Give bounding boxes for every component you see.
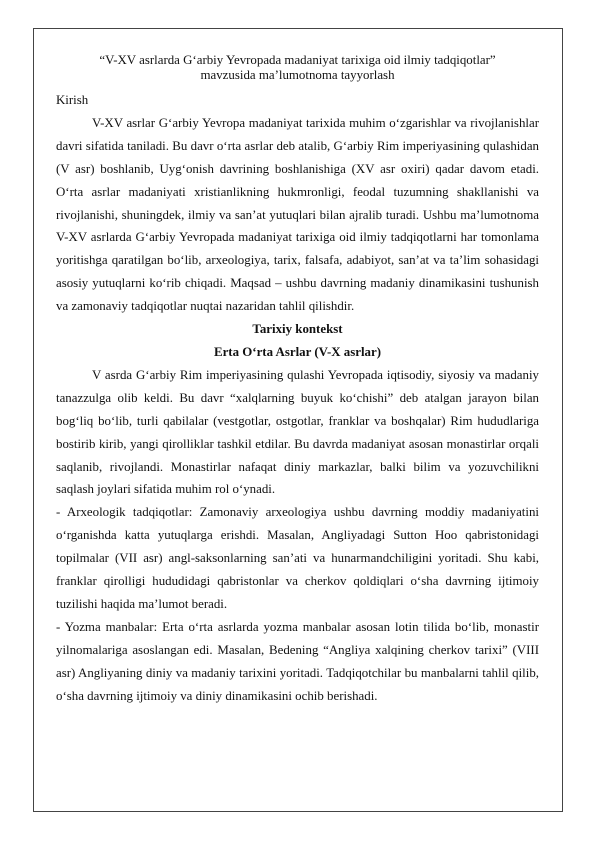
intro-heading: Kirish (56, 93, 89, 107)
title-line-2: mavzusida ma’lumotnoma tayyorlash (200, 68, 395, 82)
document-title (56, 53, 539, 83)
archaeology-paragraph: - Arxeologik tadqiqotlar: Zamonaviy arxeologiya ushbu davrning moddiy madaniyatini o‘rganishda katta yutuqlarga erishdi. Masalan, Angliyadagi Sutton Hoo qabristonidagi topilmalar (VII asr) angl-saksonlarning san’ati va hunarmandchiligini yoritadi. Shu kabi, franklar qirolligi hududidagi qabristonlar va cherkov qoldiqlari o‘sha davrning ijtimoiy tuzilishi haqida ma’lumot beradi. (56, 505, 539, 611)
document-body (56, 53, 539, 707)
title-line-1: “V-XV asrlarda G‘arbiy Yevropada madaniyat tarixiga oid ilmiy tadqiqotlar” (99, 53, 496, 67)
section-heading: Tarixiy kontekst (252, 322, 343, 337)
intro-paragraph: V-XV asrlar G‘arbiy Yevropa madaniyat tarixida muhim o‘zgarishlar va rivojlanishlar davri sifatida taniladi. Bu davr o‘rta asrlar deb atalib, G‘arbiy Rim imperiyasining qulashidan (V asr) boshlanib, Uyg‘onish davrining boshlanishiga (XV asr oxiri) qadar davom etadi. O‘rta asrlar madaniyati xristianlikning hukmronligi, feodal tuzumning shakllanishi va rivojlanishi, shuningdek, ilmiy va san’at yutuqlari bilan ajralib turadi. Ushbu ma’lumotnoma V-XV asrlarda G‘arbiy Yevropada madaniyat tarixiga oid ilmiy tadqiqotlarni har tomonlama yoritishga qaratilgan bo‘lib, arxeologiya, tarix, falsafa, adabiyot, san’at va ta’lim sohasidagi asosiy yutuqlarni ko‘rib chiqadi. Maqsad – ushbu davrning madaniy dinamikasini tushunish va zamonaviy tadqiqotlar nuqtai nazaridan tahlil qilishdir. (56, 115, 539, 314)
context-paragraph: V asrda G‘arbiy Rim imperiyasining qulashi Yevropada iqtisodiy, siyosiy va madaniy tanazzulga olib keldi. Bu davr “xalqlarning buyuk ko‘chishi” deb atalgan jarayon bilan bog‘liq bo‘lib, turli qabilalar (vestgotlar, ostgotlar, franklar va boshqalar) Rim hududlariga bostirib kirib, yangi qirolliklar tashkil etdilar. Bu davrda madaniyat asosan monastirlar orqali saqlanib, rivojlandi. Monastirlar nafaqat diniy markazlar, balki bilim va yozuvchilikni saqlash joylari sifatida muhim rol o‘ynadi. (56, 367, 539, 497)
written-sources-paragraph: - Yozma manbalar: Erta o‘rta asrlarda yozma manbalar asosan lotin tilida bo‘lib, monastir yilnomalariga asoslangan edi. Masalan, Bedening “Angliya xalqining cherkov tarixi” (VIII asr) Angliyaning diniy va madaniy tarixini yoritadi. Tadqiqotchilar bu manbalarni tahlil qilib, o‘sha davrning ijtimoiy va diniy dinamikasini ochib berishadi. (56, 619, 539, 703)
subsection-heading: Erta O‘rta Asrlar (V-X asrlar) (213, 344, 382, 359)
